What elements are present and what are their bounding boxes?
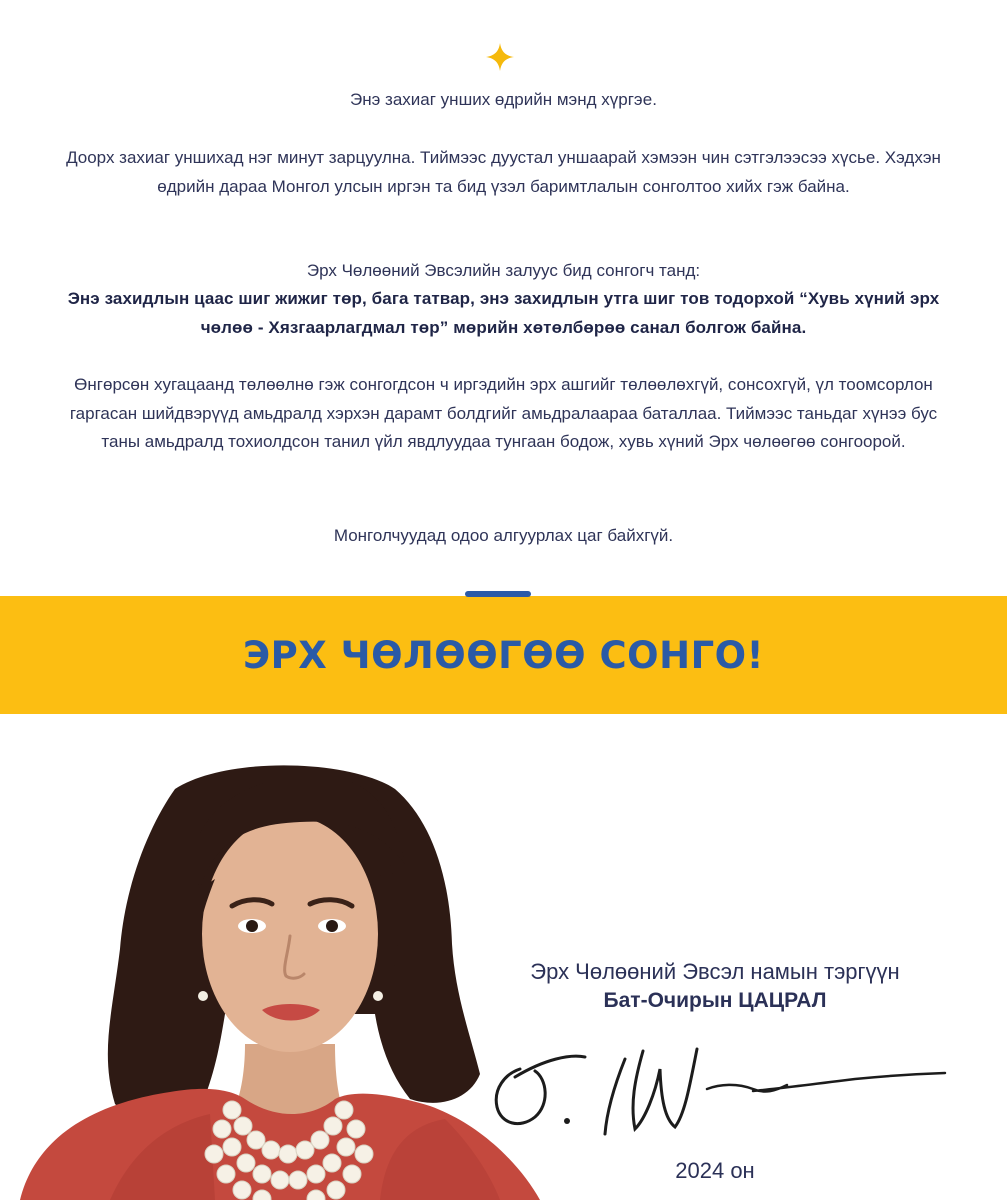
past-paragraph: Өнгөрсөн хугацаанд төлөөлнө гэж сонгогдсон ч иргэдийн эрх ашгийг төлөөлөхгүй, сонсохгүй, үл тоомсорлон гаргасан шийдвэрүүд амьдралд хэрхэн дарамт болдгийг амьдралаараа баталлаа. Тиймээс таньдаг хүнээ бус таны амьдралд тохиолдсон танил үйл явдлуудаа тунгаан бодож, хувь хүний Эрх чөлөөгөө сонгоорой. <box>69 375 938 451</box>
signatory-title: Эрх Чөлөөний Эвсэл намын тэргүүн <box>530 959 900 984</box>
intro-paragraph: Доорх захиаг уншихад нэг минут зарцуулна. Тиймээс дуустал уншаарай хэмээн чин сэтгэлээсээ хүсье. Хэдхэн өдрийн дараа Монгол улсын иргэн та бид үзэл баримтлалын сонголтоо хийх гэж байна. <box>66 148 941 196</box>
youth-line: Эрх Чөлөөний Эвсэлийн залуус бид сонгогч танд: <box>306 261 701 280</box>
signatory-name: Бат-Очирын ЦАЦРАЛ <box>603 989 827 1012</box>
handwritten-signature <box>475 1029 955 1149</box>
signature-section <box>0 714 1007 1200</box>
slogan-text: ЭРХ ЧӨЛӨӨГӨӨ СОНГО! <box>242 633 764 677</box>
sparkle-icon <box>486 43 514 71</box>
closing-line: Монголчуудад одоо алгуурлах цаг байхгүй. <box>333 526 674 545</box>
bold-statement: Энэ захидлын цаас шиг жижиг төр, бага татвар, энэ захидлын утга шиг тов тодорхой “Хувь хүний эрх чөлөө - Хязгаарлагдмал төр” мөрийн хөтөлбөрөө санал болгож байна. <box>67 289 940 337</box>
candidate-portrait <box>0 714 540 1200</box>
signature-year: 2024 он <box>675 1158 755 1183</box>
letter-section <box>0 0 1007 596</box>
slogan-banner <box>0 596 1007 714</box>
section-divider <box>465 591 531 597</box>
greeting-text: Энэ захиаг унших өдрийн мэнд хүргэе. <box>350 90 657 109</box>
